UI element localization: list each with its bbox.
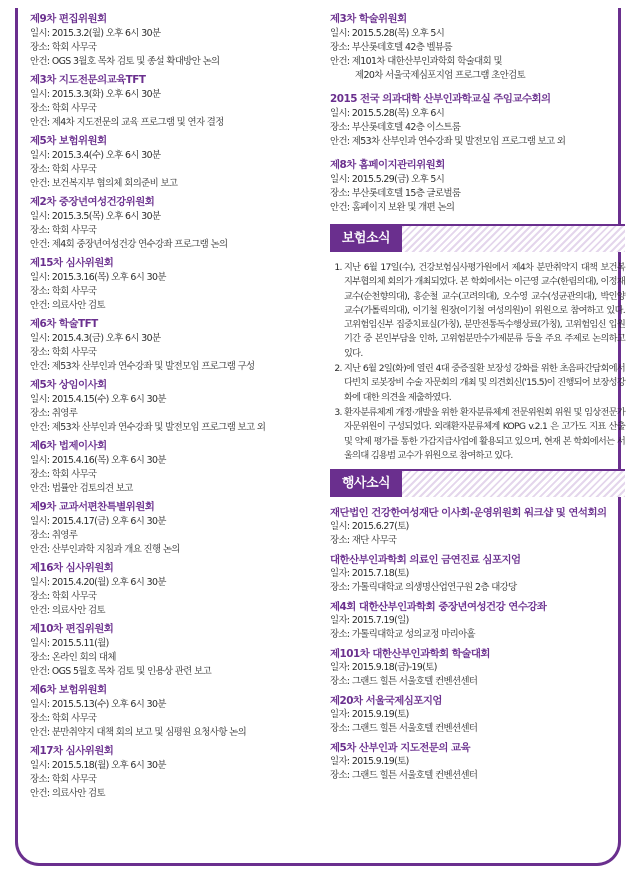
meeting-title: 제9차 편집위원회: [30, 13, 107, 25]
meeting-title: 제17차 심사위원회: [30, 745, 114, 757]
meeting-detail: 장소: 온라인 회의 대체: [30, 652, 116, 663]
meeting-detail: 장소: 학회 사무국: [30, 103, 97, 114]
meeting-detail: 장소: 학회 사무국: [30, 164, 97, 175]
header-pattern: [402, 471, 625, 497]
meeting-title: 제10차 편집위원회: [30, 623, 114, 635]
meeting-detail: 장소: 학회 사무국: [30, 591, 97, 602]
insurance-news-list: [330, 261, 625, 463]
meeting-detail: 안건: 의료사안 검토: [30, 788, 105, 799]
event-entry: [330, 694, 625, 736]
event-title: 재단법인 건강한여성재단 이사회·운영위원회 워크샵 및 연석회의: [330, 507, 607, 520]
meeting-detail: 장소: 학회 사무국: [30, 713, 97, 724]
meeting-detail: 안건: 산부인과학 지침과 개요 진행 논의: [30, 544, 180, 555]
meeting-entry: [30, 195, 315, 252]
meeting-detail: 일시: 2015.5.18(월) 오후 6시 30분: [30, 760, 166, 771]
meeting-detail: 장소: 취영루: [30, 408, 78, 419]
insurance-news-item: 2. 지난 6월 2일(화)에 열린 4대 중증질환 보장성 강화를 위한 초음파간담회에서 다빈치 로봇장비 수술 자문회의 개최 및 의견회신('15.5)이 진행되어 보장성강화에 대한 의견을 제출하였다.: [344, 362, 625, 405]
event-title: 제5차 산부인과 지도전문의 교육: [330, 742, 471, 755]
event-title: 대한산부인과학회 의료인 금연진료 심포지엄: [330, 554, 521, 567]
meeting-title: 제9차 교과서편찬특별위원회: [30, 501, 155, 513]
meeting-entry: [30, 561, 315, 618]
event-news-list: [330, 506, 625, 783]
meeting-title: 제5차 상임이사회: [30, 379, 107, 391]
meeting-title: 제3차 학술위원회: [330, 13, 407, 25]
meeting-title: 제3차 지도전문의교육TFT: [30, 74, 146, 86]
meeting-detail: 장소: 부산롯데호텔 42층 벨뷰룸: [330, 42, 452, 53]
meeting-entry: [30, 73, 315, 130]
event-detail: 일시: 2015.6.27(토): [330, 521, 409, 533]
insurance-news-item: 3. 환자분류체계 개정·개발을 위한 환자분류체계 전문위원회 위원 및 임상전문가 자문위원이 구성되었다. 외래환자분류체계 KOPG v.2.1 은 고가도 지표 산출 및 약제 평가를 통한 가감지급사업에 활용되고 있으며, 현재 본 학회에서는 서울의대 김용범 교수가 위원으로 참여하고 있다.: [344, 406, 625, 463]
meeting-detail: 일시: 2015.4.17(금) 오후 6시 30분: [30, 516, 166, 527]
meeting-detail: 안건: 제4회 중장년여성건강 연수강좌 프로그램 논의: [30, 239, 228, 250]
event-title: 제4회 대한산부인과학회 중장년여성건강 연수강좌: [330, 601, 547, 614]
right-column: [330, 12, 625, 788]
meeting-title: 제8차 홈페이지관리위원회: [330, 159, 445, 171]
meeting-entry: [30, 744, 315, 801]
insurance-news-item: 1. 지난 6월 17일(수), 건강보험심사평가원에서 제4차 분만취약지 대책 보건복지부협의체 회의가 개최되었다. 본 학회에서는 이근영 교수(한림의대), 이정재 교수(순천향의대), 홍순철 교수(고려의대), 오수영 교수(성균관의대), 박인양 교수(가톨릭의대), 이기철 원장(이기철 여성의원)이 위원으로 참여하고 있다. 고위험임신부 집중치료실(가칭), 분만전통독수행상료(가칭), 고위험임신 입원기간 중 본인부담을 인하, 고위험분만수가제분류 등을 주요 주제로 논의하고 있다.: [344, 261, 625, 361]
meeting-detail: 일시: 2015.4.16(목) 오후 6시 30분: [30, 455, 166, 466]
meeting-entry: [330, 12, 625, 83]
meeting-detail: 일시: 2015.3.16(목) 오후 6시 30분: [30, 272, 166, 283]
meeting-entry: [30, 134, 315, 191]
meeting-detail: 안건: 제53차 산부인과 연수강좌 및 발전모임 프로그램 보고 외: [330, 136, 566, 147]
meeting-detail: 일시: 2015.4.3(금) 오후 6시 30분: [30, 333, 161, 344]
insurance-news-title: 보험소식: [330, 226, 402, 252]
event-title: 제101차 대한산부인과학회 학술대회: [330, 648, 490, 661]
meeting-detail: 일시: 2015.4.20(월) 오후 6시 30분: [30, 577, 166, 588]
meeting-detail: 장소: 취영루: [30, 530, 78, 541]
meeting-detail: 일시: 2015.3.4(수) 오후 6시 30분: [30, 150, 161, 161]
meeting-detail: 일시: 2015.3.2(월) 오후 6시 30분: [30, 28, 161, 39]
meeting-title: 제5차 보험위원회: [30, 135, 107, 147]
event-detail: 장소: 그랜드 힐튼 서울호텔 컨벤션센터: [330, 676, 478, 688]
meeting-detail: 안건: OGS 3월호 목차 검토 및 종설 확대방안 논의: [30, 56, 220, 67]
meeting-detail: 안건: 제4차 지도전문의 교육 프로그램 및 연자 결정: [30, 117, 224, 128]
event-news-title: 행사소식: [330, 471, 402, 497]
meeting-detail: 장소: 학회 사무국: [30, 774, 97, 785]
meeting-entry: [30, 622, 315, 679]
event-entry: [330, 506, 625, 548]
insurance-news-header: [330, 224, 625, 252]
meeting-detail: 장소: 부산롯데호텔 15층 글로벌룸: [330, 188, 461, 199]
event-entry: [330, 647, 625, 689]
meeting-detail: 일시: 2015.5.11(월): [30, 638, 109, 649]
meeting-detail: 안건: 제101차 대한산부인과학회 학술대회 및: [330, 56, 502, 67]
event-entry: [330, 600, 625, 642]
event-detail: 장소: 그랜드 힐튼 서울호텔 컨벤션센터: [330, 723, 478, 735]
meeting-detail: 안건: 홈페이지 보완 및 개편 논의: [330, 202, 455, 213]
event-detail: 장소: 가톨릭대학교 의생명산업연구원 2층 대강당: [330, 582, 517, 594]
meeting-detail: 장소: 학회 사무국: [30, 347, 97, 358]
meeting-detail: 장소: 학회 사무국: [30, 286, 97, 297]
meeting-detail-continued: 제20차 서울국제심포지엄 프로그램 초안검토: [355, 70, 526, 81]
meeting-title: 제6차 법제이사회: [30, 440, 107, 452]
event-news-header: [330, 469, 625, 497]
meeting-detail: 안건: 법률안 검토의견 보고: [30, 483, 133, 494]
meeting-entry: [30, 500, 315, 557]
meeting-detail: 일시: 2015.5.28(목) 오후 5시: [330, 28, 445, 39]
meeting-detail: 안건: 제53차 산부인과 연수강좌 및 발전모임 프로그램 구성: [30, 361, 255, 372]
meeting-detail: 안건: 의료사안 검토: [30, 300, 105, 311]
meeting-title: 제15차 심사위원회: [30, 257, 114, 269]
meeting-detail: 장소: 학회 사무국: [30, 225, 97, 236]
meeting-entry: [30, 317, 315, 374]
meeting-entry: [330, 92, 625, 149]
meeting-detail: 장소: 학회 사무국: [30, 469, 97, 480]
event-detail: 장소: 그랜드 힐튼 서울호텔 컨벤션센터: [330, 770, 478, 782]
meeting-entry: [330, 158, 625, 215]
meeting-detail: 일시: 2015.3.3(화) 오후 6시 30분: [30, 89, 161, 100]
event-detail: 일자: 2015.9.18(금)-19(토): [330, 662, 437, 674]
meeting-title: 제6차 보험위원회: [30, 684, 107, 696]
header-pattern: [402, 226, 625, 252]
meeting-entry: [30, 256, 315, 313]
event-detail: 일자: 2015.9.19(토): [330, 709, 409, 721]
meeting-detail: 장소: 부산롯데호텔 42층 이스트룸: [330, 122, 461, 133]
meeting-detail: 안건: 제53차 산부인과 연수강좌 및 발전모임 프로그램 보고 외: [30, 422, 266, 433]
meeting-entry: [30, 683, 315, 740]
event-detail: 일자: 2015.7.18(토): [330, 568, 409, 580]
meeting-detail: 안건: OGS 5월호 목차 검토 및 인용상 관련 보고: [30, 666, 212, 677]
meeting-entry: [30, 378, 315, 435]
meeting-title: 제6차 학술TFT: [30, 318, 98, 330]
meeting-detail: 장소: 학회 사무국: [30, 42, 97, 53]
event-title: 제20차 서울국제심포지엄: [330, 695, 442, 708]
event-detail: 장소: 재단 사무국: [330, 535, 397, 547]
meeting-detail: 안건: 분만취약지 대책 회의 보고 및 심평원 요청사항 논의: [30, 727, 247, 738]
meeting-detail: 안건: 보건복지부 협의체 회의준비 보고: [30, 178, 178, 189]
event-detail: 일자: 2015.7.19(일): [330, 615, 409, 627]
meeting-entry: [30, 12, 315, 69]
meeting-detail: 일시: 2015.5.29(금) 오후 5시: [330, 174, 445, 185]
meeting-detail: 일시: 2015.5.13(수) 오후 6시 30분: [30, 699, 166, 710]
left-column: [30, 12, 315, 805]
event-entry: [330, 741, 625, 783]
meeting-detail: 일시: 2015.5.28(목) 오후 6시: [330, 108, 445, 119]
meeting-detail: 안건: 의료사안 검토: [30, 605, 105, 616]
meeting-entry: [30, 439, 315, 496]
event-detail: 장소: 가톨릭대학교 성의교정 마리아홀: [330, 629, 476, 641]
meeting-title: 제16차 심사위원회: [30, 562, 114, 574]
event-detail: 일자: 2015.9.19(토): [330, 756, 409, 768]
meeting-title: 2015 전국 의과대학 산부인과학교실 주임교수회의: [330, 93, 551, 105]
meeting-detail: 일시: 2015.4.15(수) 오후 6시 30분: [30, 394, 166, 405]
event-entry: [330, 553, 625, 595]
meeting-detail: 일시: 2015.3.5(목) 오후 6시 30분: [30, 211, 161, 222]
meeting-title: 제2차 중장년여성건강위원회: [30, 196, 155, 208]
